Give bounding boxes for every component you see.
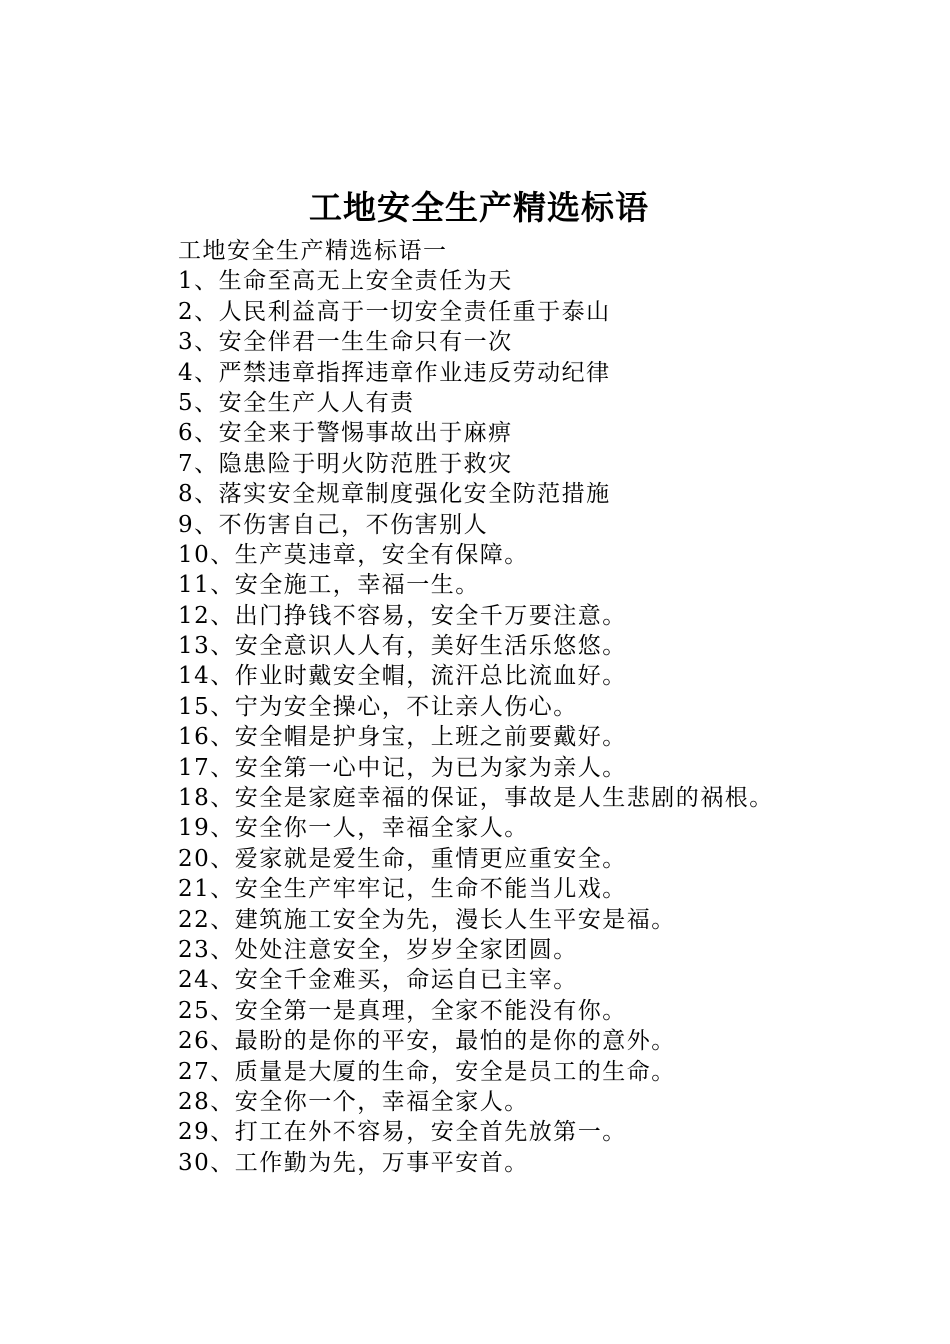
slogan-item: 11、安全施工，幸福一生。	[178, 572, 480, 599]
slogan-item: 24、安全千金难买，命运自已主宰。	[178, 967, 578, 994]
slogan-item: 4、严禁违章指挥违章作业违反劳动纪律	[178, 359, 611, 386]
slogan-item: 9、不伤害自己，不伤害别人	[178, 511, 489, 538]
slogan-list	[178, 266, 918, 1178]
slogan-item: 12、出门挣钱不容易，安全千万要注意。	[178, 602, 627, 629]
slogan-item: 20、爱家就是爱生命，重情更应重安全。	[178, 845, 627, 872]
slogan-item: 2、人民利益高于一切安全责任重于泰山	[178, 298, 611, 325]
slogan-item: 28、安全你一个，幸福全家人。	[178, 1088, 529, 1115]
slogan-item: 1、生命至高无上安全责任为天	[178, 268, 513, 295]
slogan-item: 30、工作勤为先，万事平安首。	[178, 1149, 529, 1176]
slogan-item: 16、安全帽是护身宝，上班之前要戴好。	[178, 724, 627, 751]
slogan-item: 14、作业时戴安全帽，流汗总比流血好。	[178, 663, 627, 690]
slogan-item: 18、安全是家庭幸福的保证，事故是人生悲剧的祸根。	[178, 785, 774, 812]
slogan-item: 6、安全来于警惕事故出于麻痹	[178, 420, 513, 447]
slogan-item: 27、质量是大厦的生命，安全是员工的生命。	[178, 1058, 676, 1085]
section-heading: 工地安全生产精选标语一	[178, 238, 448, 264]
slogan-item: 25、安全第一是真理，全家不能没有你。	[178, 997, 627, 1024]
slogan-item: 23、处处注意安全，岁岁全家团圆。	[178, 936, 578, 963]
slogan-item: 17、安全第一心中记，为已为家为亲人。	[178, 754, 627, 781]
slogan-item: 19、安全你一人，幸福全家人。	[178, 815, 529, 842]
slogan-item: 5、安全生产人人有责	[178, 389, 415, 416]
slogan-item: 3、安全伴君一生生命只有一次	[178, 329, 513, 356]
slogan-item: 22、建筑施工安全为先，漫长人生平安是福。	[178, 906, 676, 933]
document-title: 工地安全生产精选标语	[309, 188, 649, 227]
slogan-item: 7、隐患险于明火防范胜于救灾	[178, 450, 513, 477]
slogan-item: 29、打工在外不容易，安全首先放第一。	[178, 1119, 627, 1146]
slogan-item: 15、宁为安全操心，不让亲人伤心。	[178, 693, 578, 720]
slogan-item: 13、安全意识人人有，美好生活乐悠悠。	[178, 633, 627, 660]
slogan-item: 21、安全生产牢牢记，生命不能当儿戏。	[178, 876, 627, 903]
slogan-item: 26、最盼的是你的平安，最怕的是你的意外。	[178, 1028, 676, 1055]
document-body	[178, 236, 918, 1178]
slogan-item: 10、生产莫违章，安全有保障。	[178, 541, 529, 568]
slogan-item: 8、落实安全规章制度强化安全防范措施	[178, 481, 611, 508]
